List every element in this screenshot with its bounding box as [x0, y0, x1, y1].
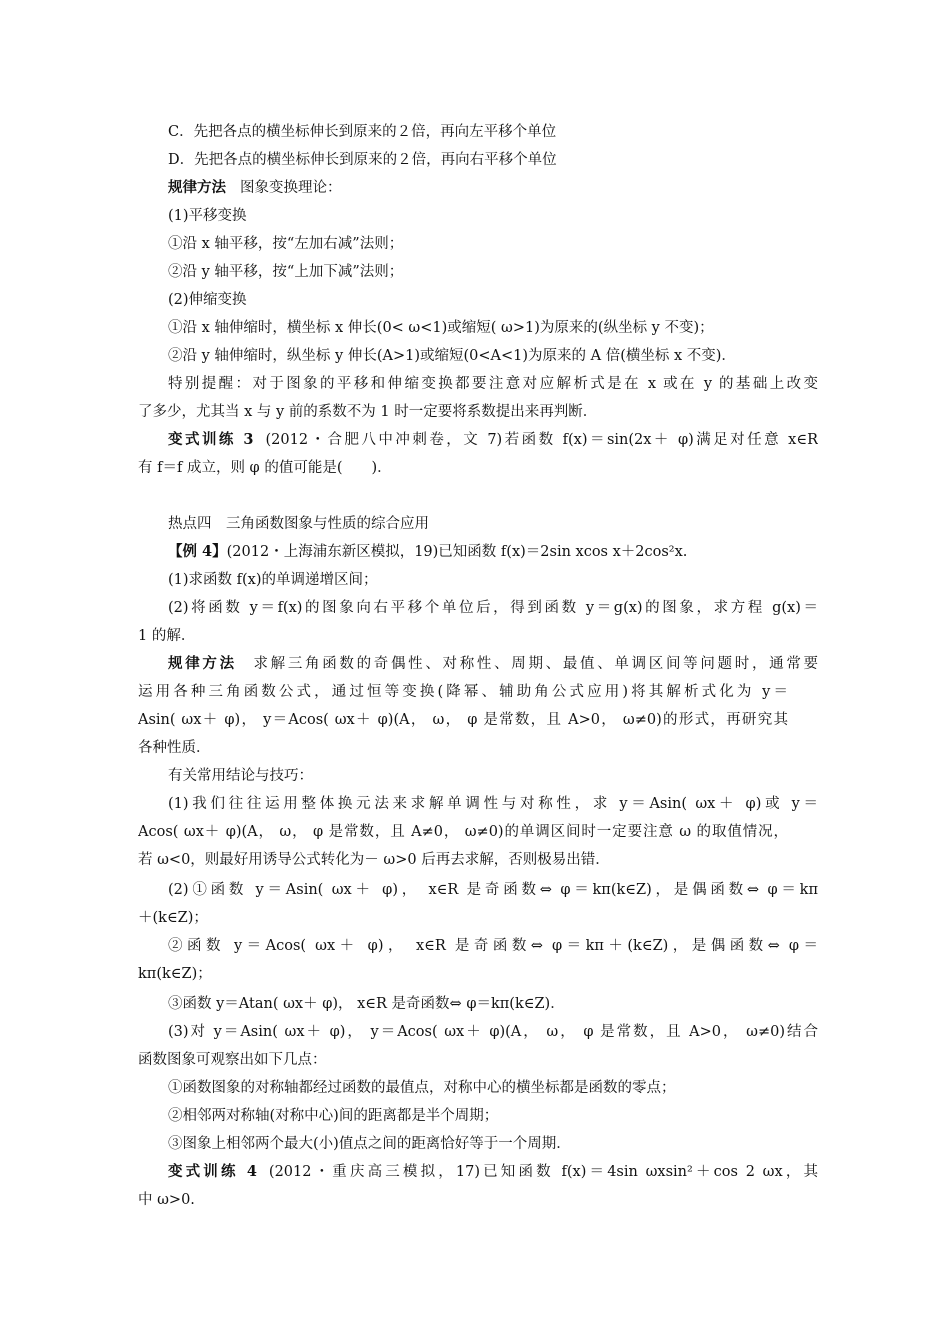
paragraph-line: ③图象上相邻两个最大(小)值点之间的距离恰好等于一个周期． — [168, 1136, 571, 1152]
variant-text: (2012・重庆高三模拟，17)已知函数 f(x)＝4sin ωxsin²＋cos 2 ωx，其 — [268, 1164, 818, 1180]
paragraph-line: (1)平移变换 — [168, 208, 247, 224]
paragraph-line: (1)求函数 f(x)的单调递增区间； — [168, 572, 378, 588]
method-2-line — [168, 654, 818, 674]
paragraph-line: 了多少，尤其当 x 与 y 前的系数不为 1 时一定要将系数提出来再判断． — [138, 404, 598, 420]
paragraph-line: 中 ω>0. — [138, 1192, 195, 1208]
paragraph-line: 有 f＝f 成立，则 φ 的值可能是( )． — [138, 460, 392, 476]
paragraph-line: (3)对 y＝Asin( ωx＋ φ)， y＝Acos( ωx＋ φ)(A， ω， φ 是常数，且 A>0， ω≠0)结合 — [168, 1024, 818, 1040]
variant-label: 变式训练 3 — [168, 431, 254, 448]
paragraph-line: (2)将函数 y＝f(x)的图象向右平移个单位后，得到函数 y＝g(x)的图象，求方程 g(x)＝ — [168, 600, 818, 616]
paragraph-line: ③函数 y＝Atan( ωx＋ φ)， x∈R 是奇函数⇔ φ＝kπ(k∈Z)． — [168, 996, 565, 1012]
paragraph-line: 运用各种三角函数公式，通过恒等变换(降幂、辅助角公式应用)将其解析式化为 y＝ — [138, 684, 788, 700]
paragraph-line: 1 的解． — [138, 628, 196, 644]
paragraph-line: 特别提醒：对于图象的平移和伸缩变换都要注意对应解析式是在 x 或在 y 的基础上改变 — [168, 376, 818, 392]
variant-text: (2012・合肥八中冲刺卷，文 7)若函数 f(x)＝sin(2x＋ φ)满足对任意 x∈R — [265, 432, 818, 448]
paragraph-line: Asin( ωx＋ φ)， y＝Acos( ωx＋ φ)(A， ω， φ 是常数，且 A>0， ω≠0)的形式，再研究其 — [138, 712, 788, 728]
method-text: 求解三角函数的奇偶性、对称性、周期、最值、单调区间等问题时，通常要 — [250, 656, 818, 672]
option-c-line: C．先把各点的横坐标伸长到原来的２倍，再向左平移个单位 — [168, 124, 557, 140]
paragraph-line: ②相邻两对称轴(对称中心)间的距离都是半个周期； — [168, 1108, 499, 1124]
variant-label: 变式训练 4 — [168, 1163, 257, 1180]
option-d-line: D．先把各点的横坐标伸长到原来的２倍，再向右平移个单位 — [168, 152, 557, 168]
paragraph-line: Acos( ωx＋ φ)(A， ω， φ 是常数，且 A≠0， ω≠0)的单调区间时一定要注意 ω 的取值情况， — [138, 824, 788, 840]
paragraph-line: ②沿 y 轴伸缩时，纵坐标 y 伸长(A>1)或缩短(0<A<1)为原来的 A 倍(横坐标 x 不变)． — [168, 348, 736, 364]
paragraph-line: 若 ω<0，则最好用诱导公式转化为－ ω>0 后再去求解，否则极易出错． — [138, 852, 610, 868]
example-text: (2012・上海浦东新区模拟，19)已知函数 f(x)＝2sin xcos x＋2cos²x. — [226, 544, 688, 560]
paragraph-line: ①函数图象的对称轴都经过函数的最值点，对称中心的横坐标都是函数的零点； — [168, 1080, 676, 1096]
method-label: 规律方法 — [168, 179, 226, 196]
paragraph-line: ②沿 y 轴平移，按“上加下减”法则； — [168, 264, 404, 280]
paragraph-line: (2)伸缩变换 — [168, 292, 247, 308]
variant-4-line — [168, 1162, 818, 1182]
paragraph-line: kπ(k∈Z)； — [138, 966, 212, 982]
section-heading: 热点四 三角函数图象与性质的综合应用 — [168, 516, 429, 532]
paragraph-line: ＋(k∈Z)； — [138, 910, 208, 926]
paragraph-line: 有关常用结论与技巧： — [168, 768, 313, 784]
paragraph-line: 各种性质． — [138, 740, 211, 756]
paragraph-line: ①沿 x 轴平移，按“左加右减”法则； — [168, 236, 404, 252]
paragraph-line: 函数图象可观察出如下几点： — [138, 1052, 327, 1068]
paragraph-line: (2)①函数 y＝Asin( ωx＋ φ)， x∈R 是奇函数⇔ φ＝kπ(k∈Z)，是偶函数⇔ φ＝kπ — [168, 882, 818, 898]
variant-3-line — [168, 430, 818, 450]
example-label: 【例 4】 — [168, 543, 227, 560]
method-heading-text: 图象变换理论： — [240, 180, 342, 196]
paragraph-line: (1)我们往往运用整体换元法来求解单调性与对称性，求 y＝Asin( ωx＋ φ)或 y＝ — [168, 796, 818, 812]
method-heading — [168, 178, 818, 198]
example-4-line — [168, 542, 818, 562]
paragraph-line: ②函数 y＝Acos( ωx＋ φ)， x∈R 是奇函数⇔ φ＝kπ＋(k∈Z)，是偶函数⇔ φ＝ — [168, 938, 818, 954]
paragraph-line: ①沿 x 轴伸缩时，横坐标 x 伸长(0< ω<1)或缩短( ω>1)为原来的(纵坐标 y 不变)； — [168, 320, 714, 336]
method-label: 规律方法 — [168, 655, 237, 672]
